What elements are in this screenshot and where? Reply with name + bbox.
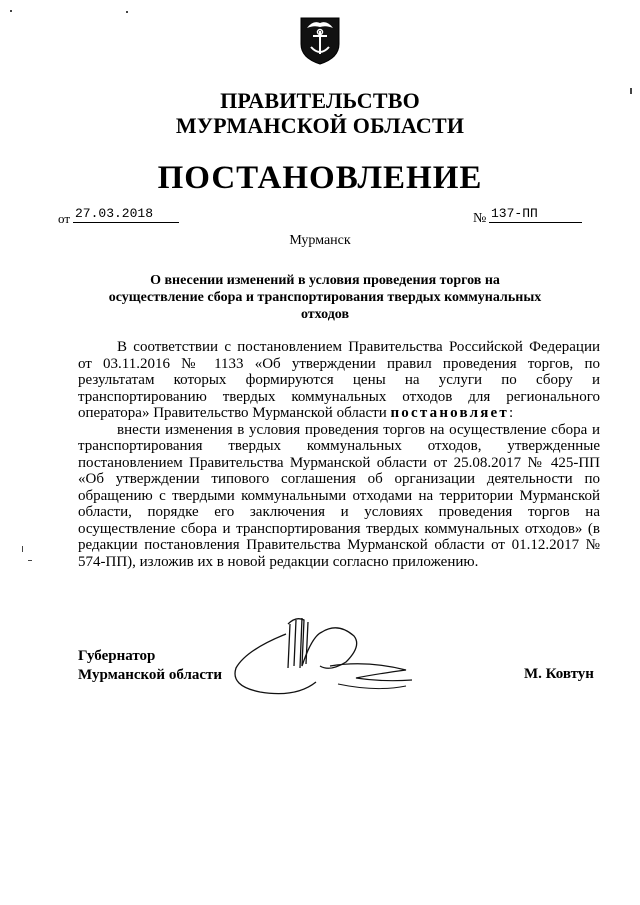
resolves-colon: : [508, 405, 514, 421]
number-prefix: № [473, 211, 487, 226]
signer-position [78, 647, 222, 685]
subject-line-3: отходов [300, 307, 350, 322]
subject-line-1: О внесении изменений в условия проведения торгов на [150, 273, 500, 288]
handwritten-signature [226, 606, 426, 700]
scan-artifact [22, 546, 23, 552]
body-paragraph-2: внести изменения в условия проведения торгов на осуществление сбора и транспортирования твердых коммунальных отходов, утвержденные постановлением Правительства Мурманской области от 25.08.2017 № 425-ПП «Об утверждении типового соглашения об организации деятельности по обращению с твердыми коммунальными отходами на территории Мурманской области, порядке его заключения и условиях проведения торгов на осуществление сбора и транспортирования твердых коммунальных отходов» (в редакции постановления Правительства Мурманской области от 01.12.2017 № 574-ПП), изложив их в новой редакции согласно приложению. [78, 421, 600, 570]
document-number: 137-ПП [489, 206, 582, 223]
scan-artifact [28, 560, 32, 561]
scan-artifact [10, 10, 12, 12]
signer-name: М. Ковтун [524, 666, 594, 682]
scan-artifact [630, 88, 632, 94]
document-date: 27.03.2018 [73, 206, 179, 223]
scan-artifact [126, 11, 128, 13]
signer-position-line1: Губернатор [78, 648, 156, 664]
document-body [78, 339, 600, 570]
murmansk-coat-of-arms-icon [297, 14, 343, 66]
subject-line-2: осуществление сбора и транспортирования твердых коммунальных [108, 290, 542, 305]
body-paragraph-1 [78, 339, 600, 422]
document-subject [80, 272, 570, 323]
document-type-title: ПОСТАНОВЛЕНИЕ [157, 160, 483, 196]
government-name-line2: МУРМАНСКОЙ ОБЛАСТИ [175, 113, 465, 138]
paragraph-1-text: В соответствии с постановлением Правительства Российской Федерации от 03.11.2016 № 1133 «Об утверждении правил проведения торгов, по результатам которых формируются цены на услуги по сбору и транспортированию твердых коммунальных отходов для регионального оператора» Правительство Мурманской области [78, 339, 600, 421]
signer-position-line2: Мурманской области [78, 667, 223, 683]
date-prefix: от [58, 211, 71, 226]
city-name: Мурманск [289, 233, 351, 248]
resolves-word: постановляет [390, 405, 509, 421]
government-name-line1: ПРАВИТЕЛЬСТВО [220, 88, 420, 113]
